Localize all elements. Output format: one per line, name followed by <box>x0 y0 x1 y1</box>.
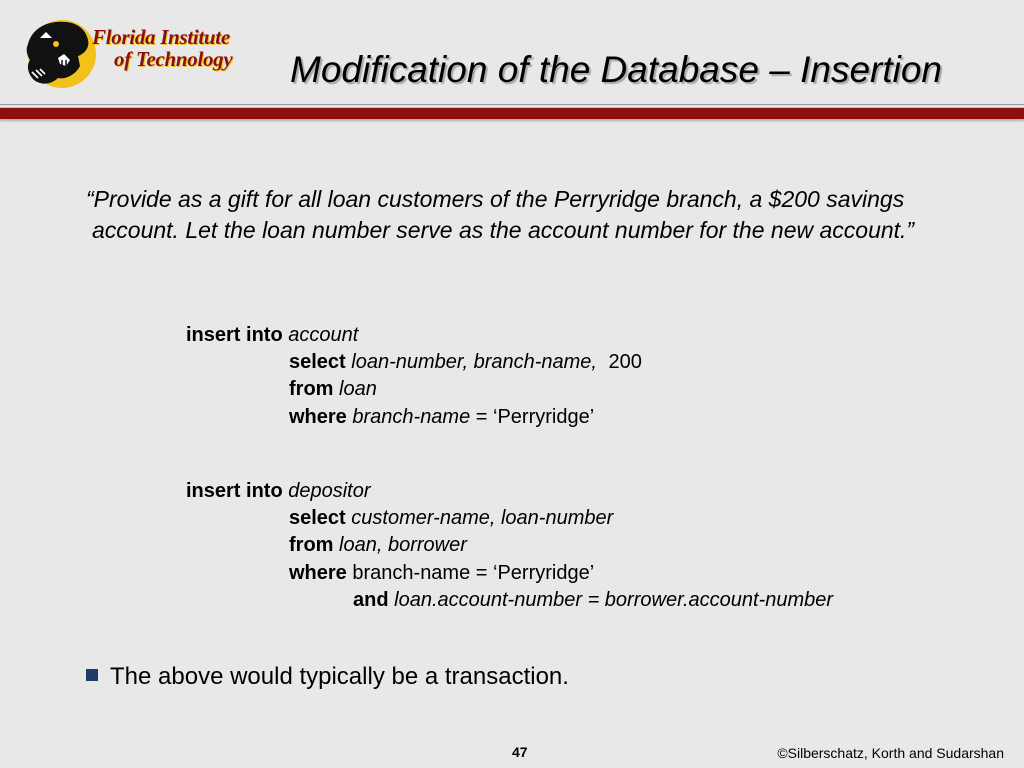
insert-target: depositor <box>288 480 371 502</box>
header-divider <box>0 104 1024 105</box>
query-2-where-line <box>289 560 594 587</box>
query-2-and-line <box>353 587 833 614</box>
keyword-and: and <box>353 589 389 611</box>
select-columns: customer-name, loan-number <box>351 507 614 529</box>
keyword-where: where <box>289 406 347 428</box>
keyword-from: from <box>289 534 334 556</box>
keyword-from: from <box>289 378 334 400</box>
keyword-where: where <box>289 562 347 584</box>
page-number: 47 <box>512 744 528 760</box>
query-1-select-line <box>289 349 642 376</box>
logo-line-1: Florida Institute <box>92 25 230 49</box>
insert-target: account <box>288 324 359 346</box>
fit-logo <box>18 14 268 90</box>
copyright-notice: ©Silberschatz, Korth and Sudarshan <box>777 745 1004 761</box>
header-rule <box>0 107 1024 119</box>
keyword-insert-into: insert into <box>186 324 283 346</box>
logo-line-2: of Technology <box>114 47 233 71</box>
query-1-insert-line <box>186 322 358 349</box>
query-1-from-line <box>289 376 377 403</box>
keyword-insert-into: insert into <box>186 480 283 502</box>
query-2-select-line <box>289 505 613 532</box>
where-condition: = ‘Perryridge’ <box>470 406 595 428</box>
keyword-select: select <box>289 507 346 529</box>
and-condition: loan.account-number = borrower.account-number <box>394 589 834 611</box>
square-bullet-icon <box>86 669 98 681</box>
query-1-where-line <box>289 404 594 431</box>
problem-statement: “Provide as a gift for all loan customers of the Perryridge branch, a $200 savings account. Let the loan number serve as the account number for the new account.” <box>86 186 915 243</box>
select-columns: loan-number, branch-name, <box>351 351 597 373</box>
from-tables: loan, borrower <box>339 534 467 556</box>
query-2-from-line <box>289 532 467 559</box>
slide-title: Modification of the Database – Insertion <box>290 49 942 90</box>
keyword-select: select <box>289 351 346 373</box>
bullet-point <box>86 662 569 692</box>
select-constant: 200 <box>608 351 642 373</box>
query-2-insert-line <box>186 478 371 505</box>
institution-name <box>92 26 232 70</box>
where-condition: branch-name = ‘Perryridge’ <box>352 562 595 584</box>
bullet-text: The above would typically be a transaction. <box>110 663 569 690</box>
from-tables: loan <box>339 378 377 400</box>
where-column: branch-name <box>352 406 471 428</box>
